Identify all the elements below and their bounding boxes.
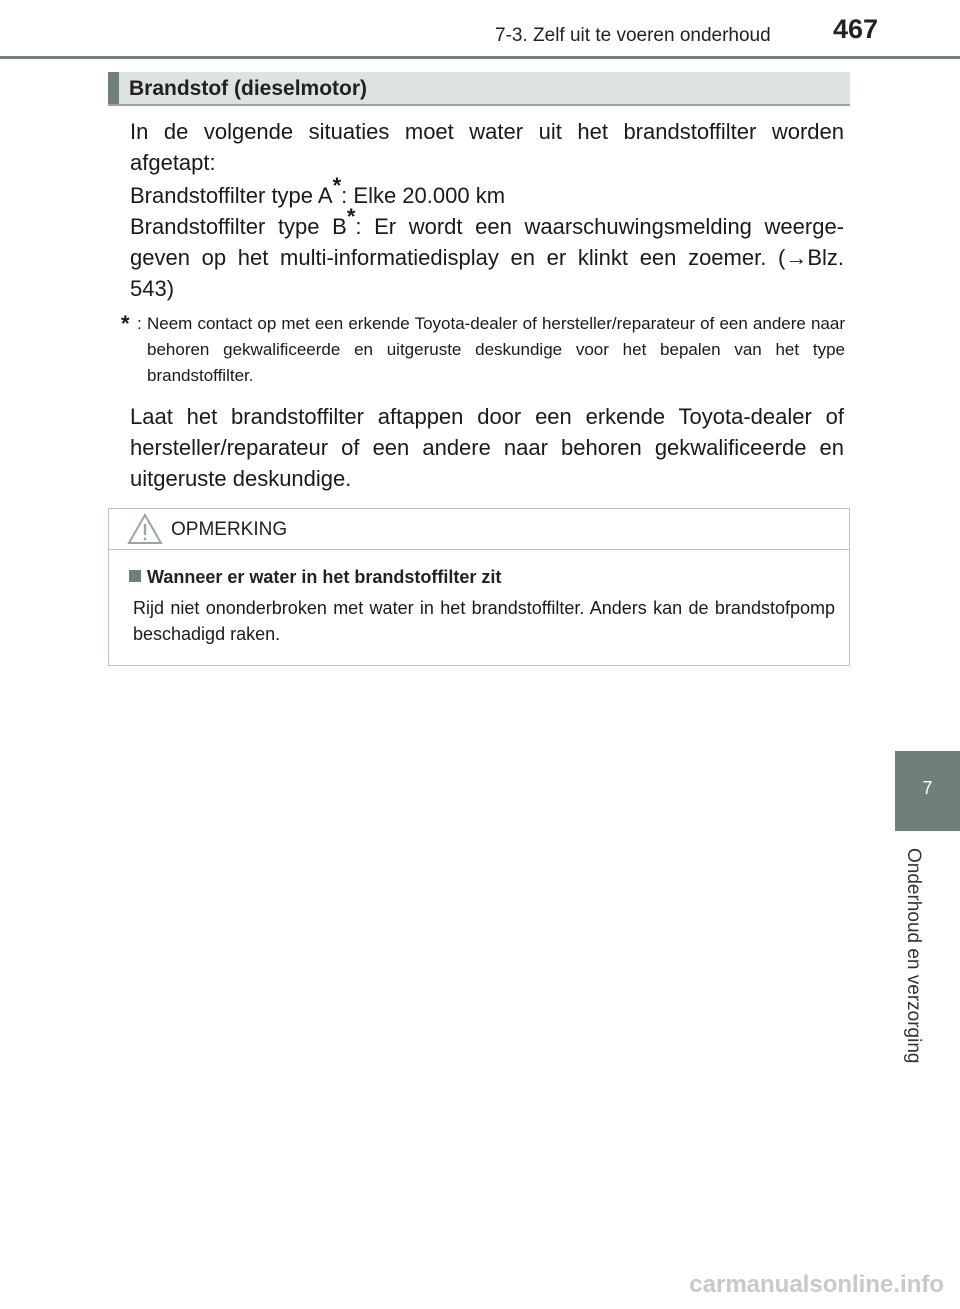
- notice-label: OPMERKING: [171, 519, 288, 540]
- heading-accent-bar: [108, 72, 119, 104]
- filter-types-paragraph: [130, 173, 845, 304]
- filter-type-b-label: Brandstoffilter type B: [130, 214, 347, 239]
- notice-subheading-text: Wanneer er water in het brandstoffilter zit: [147, 567, 502, 587]
- chapter-tab: [895, 751, 960, 831]
- header-rule: [0, 56, 960, 59]
- notice-box: [108, 508, 850, 666]
- footnote-text: Neem contact op met een erkende Toyota-dealer of hersteller/reparateur of een andere naar behoren gekwalificeerde en uitgeruste deskundige voor het bepalen van het type brandstoffilter.: [147, 314, 845, 385]
- square-bullet-icon: [129, 570, 141, 582]
- filter-type-a-label: Brandstoffilter type A: [130, 183, 333, 208]
- notice-header: [109, 509, 849, 550]
- service-paragraph: Laat het brandstoffilter aftappen door een erkende Toyota-dealer of hersteller/reparateur of een andere naar behoren gekwalificeerde en uitgeruste deskundige.: [130, 404, 844, 491]
- page-number: 467: [833, 14, 879, 44]
- running-header: 7-3. Zelf uit te voeren onderhoud: [495, 25, 771, 46]
- asterisk-mark: *: [346, 204, 356, 229]
- intro-paragraph: In de volgende situaties moet water uit het brandstoffilter worden afgetapt:: [130, 119, 844, 175]
- notice-body: Rijd niet ononderbroken met water in het brandstoffilter. Anders kan de brandstofpomp beschadigd raken.: [133, 598, 835, 644]
- footnote: [121, 311, 845, 389]
- watermark: carmanualsonline.info: [689, 1271, 944, 1298]
- filter-type-a-interval: : Elke 20.000 km: [341, 183, 506, 208]
- footnote-asterisk: *: [121, 311, 130, 336]
- chapter-title: Onderhoud en verzorging: [903, 848, 924, 1064]
- chapter-number: 7: [922, 778, 933, 798]
- warning-triangle-icon: [127, 513, 163, 545]
- section-heading: [108, 72, 850, 106]
- section-title: Brandstof (dieselmotor): [129, 77, 368, 100]
- notice-subheading: [129, 567, 501, 588]
- asterisk-mark: *: [332, 173, 342, 198]
- filter-type-b-description: : Er wordt een waarschuwingsmelding weerge-geven op het multi-informatiedisplay en er klinkt een zoemer. (→Blz. 543): [130, 214, 845, 301]
- footnote-colon: :: [137, 314, 142, 333]
